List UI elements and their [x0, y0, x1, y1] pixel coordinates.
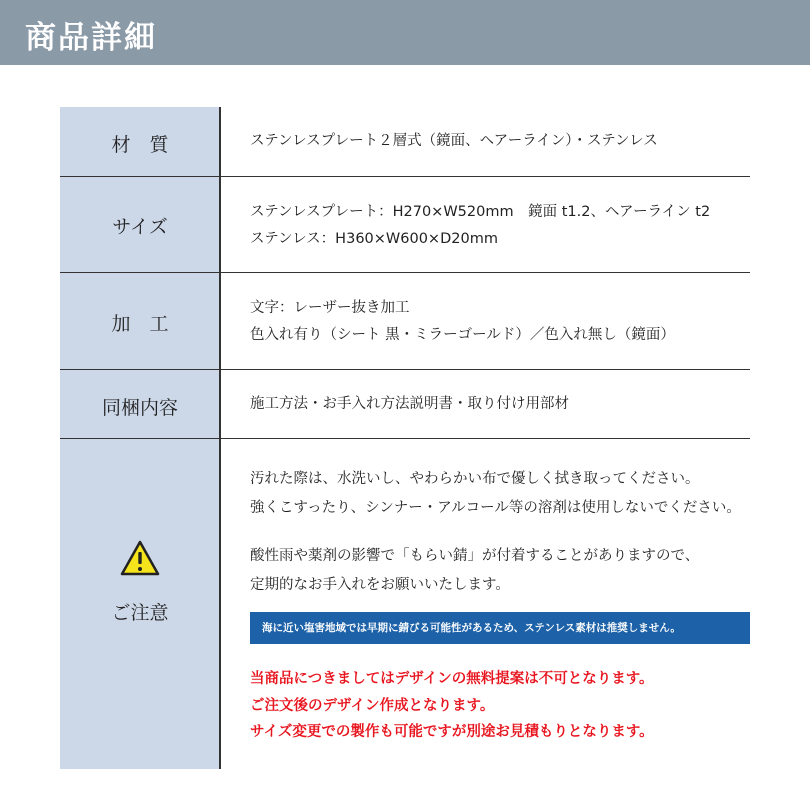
row-label-material: 材 質: [111, 134, 169, 156]
product-detail-table: [60, 107, 750, 769]
warning-icon: [120, 540, 160, 576]
value-line: 酸性雨や薬剤の影響で「もらい錆」が付着することがありますので、: [250, 548, 700, 564]
row-value-processing: [250, 295, 750, 349]
value-line: 定期的なお手入れをお願いいたします。: [250, 577, 510, 593]
value-line: ステンレスプレート：H270×W520mm 鏡面 t1.2、ヘアーライン t2: [250, 204, 711, 220]
care-instructions: [250, 466, 750, 522]
row-value-material: [250, 128, 750, 155]
page-header: [0, 0, 810, 65]
design-notice-line: サイズ変更での製作も可能ですが別途お見積もりとなります。: [250, 724, 654, 740]
row-label-processing: 加 工: [111, 313, 169, 335]
value-line: 文字：レーザー抜き加工: [250, 300, 410, 316]
row-value-included: [250, 391, 750, 418]
row-divider: [60, 369, 750, 370]
row-divider: [60, 438, 750, 439]
value-line: ステンレス：H360×W600×D20mm: [250, 231, 498, 247]
value-line: 強くこすったり、シンナー・アルコール等の溶剤は使用しないでください。: [250, 500, 741, 516]
value-line: ステンレスプレート２層式（鏡面、ヘアーライン）・ステンレス: [250, 133, 658, 149]
row-label-caution: ご注意: [111, 602, 169, 624]
row-value-size: [250, 199, 750, 253]
design-notice-line: ご注文後のデザイン作成となります。: [250, 698, 495, 714]
row-divider: [60, 272, 750, 273]
value-line: 施工方法・お手入れ方法説明書・取り付け用部材: [250, 396, 569, 412]
salt-damage-notice: 海に近い塩害地域では早期に錆びる可能性があるため、ステンレス素材は推奨しません。: [250, 612, 750, 644]
maintenance-instructions: [250, 543, 750, 599]
value-line: 汚れた際は、水洗いし、やわらかい布で優しく拭き取ってください。: [250, 471, 700, 487]
row-label-included: 同梱内容: [101, 397, 178, 419]
row-label-size: サイズ: [112, 216, 168, 238]
design-notice-line: 当商品につきましてはデザインの無料提案は不可となります。: [250, 671, 654, 687]
page-title: 商品詳細: [25, 20, 157, 56]
value-line: 色入れ有り（シート 黒・ミラーゴールド）／色入れ無し（鏡面）: [250, 327, 675, 343]
row-divider: [60, 176, 750, 177]
